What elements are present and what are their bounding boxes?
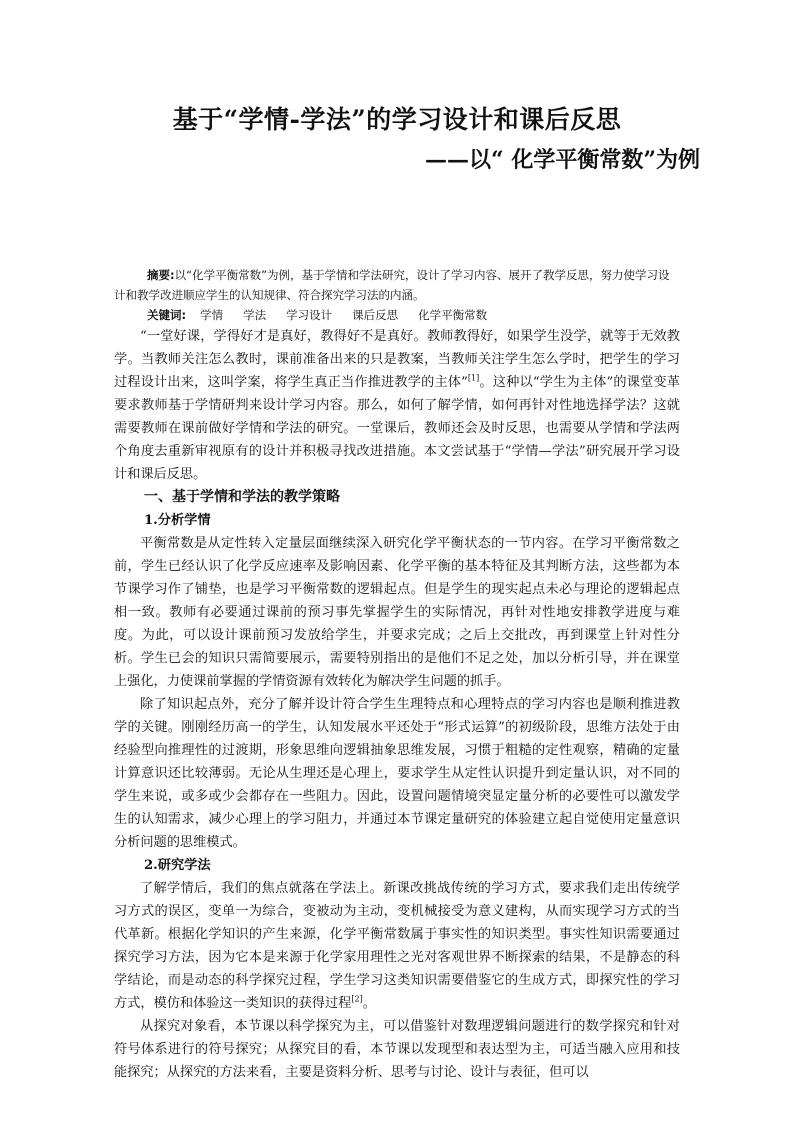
paragraph-text-b: 。 xyxy=(362,996,376,1011)
paragraph: 除了知识起点外，充分了解并设计符合学生生理特点和心理特点的学习内容也是顺利推进教学的关键。刚刚经历高一的学生，认知发展水平还处于“形式运算”的初级阶段，思维方法处于由经验型向推理性的过渡期，形象思维向逻辑抽象思维发展，习惯于粗糙的定性观察，精确的定量计算意识还比较薄弱。无论从生理还是心理上，要求学生从定性认识提升到定量认识，对不同的学生来说，或多或少会都存在一些阻力。因此，设置问题情境突显定量分析的必要性可以激发学生的认知需求，减少心理上的学习阻力，并通过本节课定量研究的体验建立起自觉使用定量意识分析问题的思维模式。 xyxy=(114,697,680,850)
paragraph xyxy=(114,877,680,1015)
citation-ref: [1] xyxy=(467,373,480,383)
intro-paragraph xyxy=(114,325,680,486)
paragraph-text-a: 了解学情后，我们的焦点就落在学法上。新课改挑战传统的学习方式，要求我们走出传统学习方式的误区，变单一为综合，变被动为主动，变机械接受为意义建构，从而实现学习方式的当代革新。根据化学知识的产生来源，化学平衡常数属于事实性的知识类型。事实性知识需要通过探究学习方法，因为它本是来源于化学家用理性之光对客观世界不断探索的结果，不是静态的科学结论，而是动态的科学探究过程，学生学习这类知识需要借鉴它的生成方式，即探究性的学习方式，模仿和体验这一类知识的获得过程 xyxy=(114,881,680,1011)
section-heading: 一、基于学情和学法的教学策略 xyxy=(144,489,340,505)
document-subtitle: ——以“ 化学平衡常数”为例 xyxy=(425,147,700,173)
abstract-label: 摘要: xyxy=(147,268,175,282)
keywords-label: 关键词: xyxy=(147,308,187,322)
keywords xyxy=(147,305,680,325)
abstract-text: 以“化学平衡常数”为例，基于学情和学法研究，设计了学习内容、展开了教学反思，努力使学习设计和教学改进顺应学生的认知规律、符合探究学习法的内涵。 xyxy=(114,268,670,302)
intro-text-b: 。这种以“学生为主体”的课堂变革要求教师基于学情研判来设计学习内容。那么，如何了解学情，如何再针对性地选择学法？这就需要教师在课前做好学情和学法的研究。一堂课后，教师还会及时反思，也需要从学情和学法两个角度去重新审视原有的设计并积极寻找改进措施。本文尝试基于“学情—学法”研究展开学习设计和课后反思。 xyxy=(114,375,680,482)
subsection-heading: 2.研究学法 xyxy=(144,858,211,873)
keyword-item: 学法 xyxy=(243,308,267,322)
keyword-item: 学情 xyxy=(200,308,224,322)
intro-text-a: “一堂好课，学得好才是真好，教得好不是真好。教师教得好，如果学生没学，就等于无效教学。当教师关注怎么教时，课前准备出来的只是教案，当教师关注学生怎么学时，把学生的学习过程设计出来，这叫学案，将学生真正当作推进教学的主体” xyxy=(114,329,680,390)
paragraph: 从探究对象看，本节课以科学探究为主，可以借鉴针对数理逻辑问题进行的数学探究和针对符号体系进行的符号探究；从探究目的看，本节课以发现型和表达型为主，可适当融入应用和技能探究；从探究的方法来看，主要是资料分析、思考与讨论、设计与表征，但可以 xyxy=(114,1019,680,1080)
paragraph: 平衡常数是从定性转入定量层面继续深入研究化学平衡状态的一节内容。在学习平衡常数之前，学生已经认识了化学反应速率及影响因素、化学平衡的基本特征及其判断方法，这些都为本节课学习作了铺垫，也是学习平衡常数的逻辑起点。但是学生的现实起点未必与理论的逻辑起点相一致。教师有必要通过课前的预习事先掌握学生的实际情况，再针对性地安排教学进度与难度。为此，可以设计课前预习发放给学生，并要求完成；之后上交批改，再到课堂上针对性分析。学生已会的知识只需简要展示，需要特别指出的是他们不足之处，加以分析引导，并在课堂上强化，力使课前掌握的学情资源有效转化为解决学生问题的抓手。 xyxy=(114,536,680,689)
keyword-item: 课后反思 xyxy=(352,308,399,322)
keyword-item: 化学平衡常数 xyxy=(418,308,488,322)
abstract xyxy=(114,265,680,305)
document-body xyxy=(114,265,680,1084)
keyword-item: 学习设计 xyxy=(286,308,333,322)
citation-ref: [2] xyxy=(351,994,363,1004)
subsection-heading: 1.分析学情 xyxy=(144,513,211,528)
document-title: 基于“学情-学法”的学习设计和课后反思 xyxy=(172,105,622,134)
